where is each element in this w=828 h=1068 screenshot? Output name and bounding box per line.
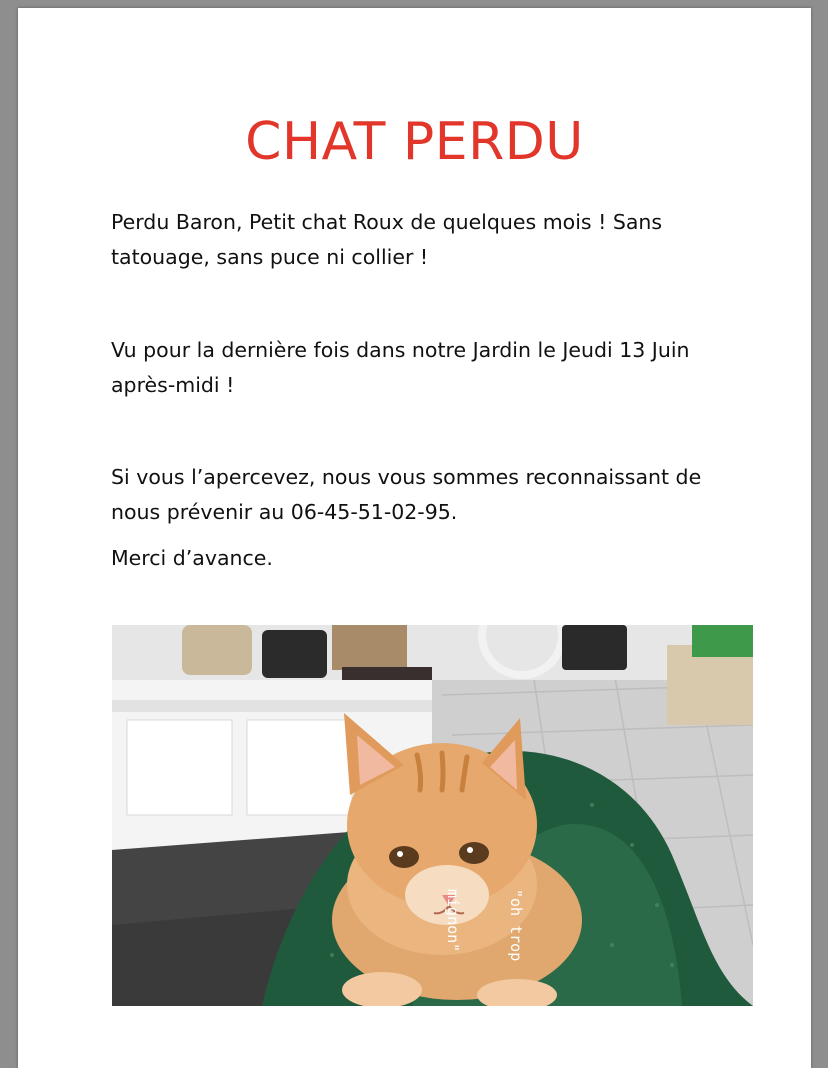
thanks-paragraph: Merci d’avance. [111, 546, 273, 570]
cat-photo-illustration [112, 625, 753, 1006]
cat-photo [112, 625, 753, 1006]
description-paragraph: Perdu Baron, Petit chat Roux de quelques mois ! Sans tatouage, sans puce ni collier ! [111, 210, 663, 269]
contact-paragraph: Si vous l’apercevez, nous vous sommes reconnaissant de nous prévenir au 06-45-51-02-95. [111, 465, 702, 524]
poster-page [18, 8, 811, 1068]
poster-title: CHAT PERDU [245, 112, 584, 172]
last-seen-paragraph: Vu pour la dernière fois dans notre Jardin le Jeudi 13 Juin après-midi ! [111, 338, 690, 397]
